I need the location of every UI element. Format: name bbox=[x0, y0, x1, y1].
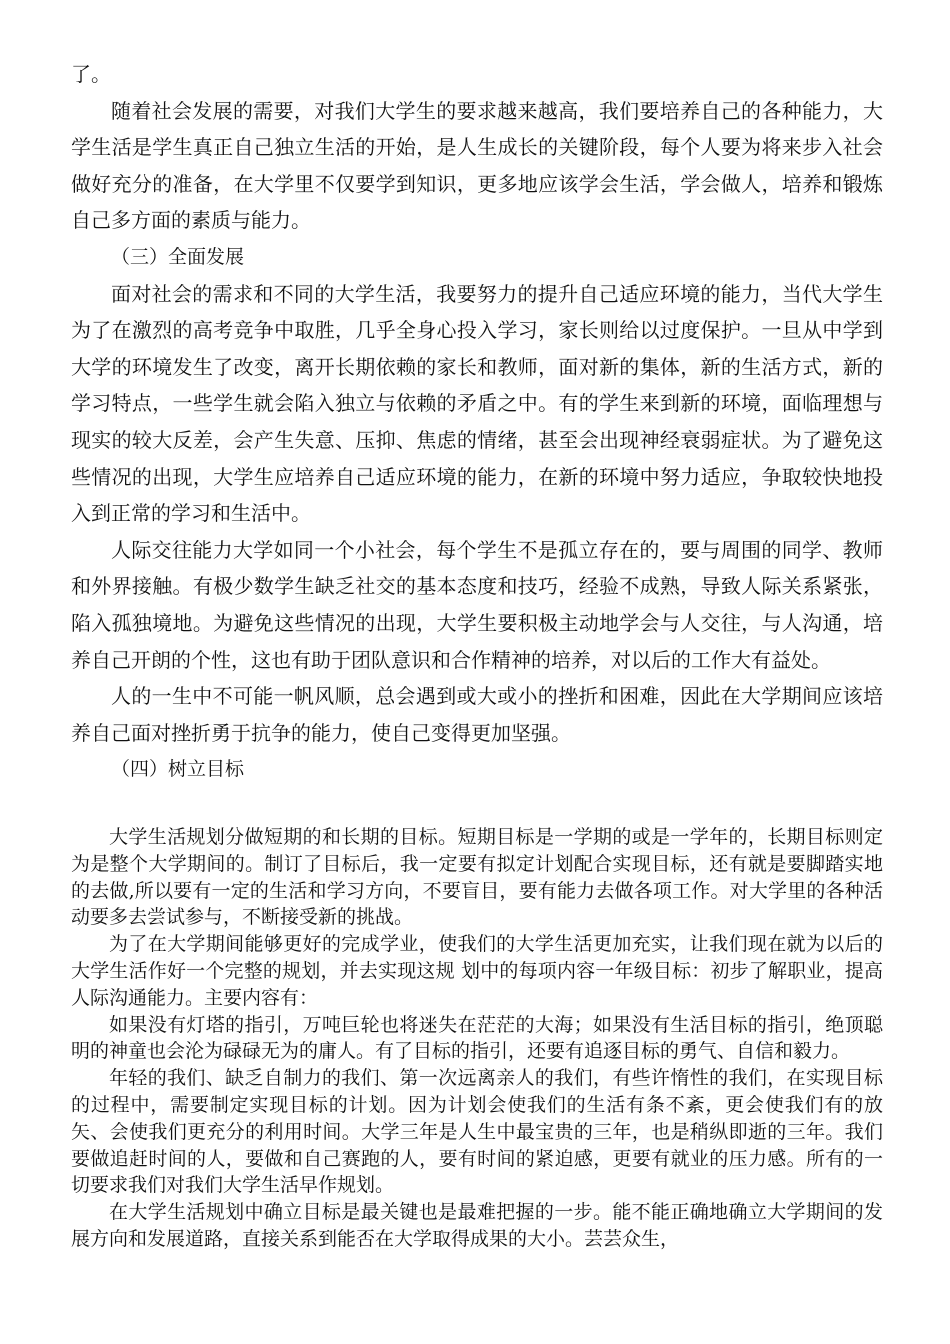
paragraph-first-year-plan: 为了在大学期间能够更好的完成学业，使我们的大学生活更加充实，让我们现在就为以后的大学生活作好一个完整的规划，并去实现这规 划中的每项内容一年级目标：初步了解职业，提高人际沟通能力。主要内容有： bbox=[71, 933, 883, 1009]
section-heading-set-goals: （四）树立目标 bbox=[111, 758, 245, 781]
paragraph-short-long-goals: 大学生活规划分做短期的和长期的目标。短期目标是一学期的或是一学年的，长期目标则定为是整个大学期间的。制订了目标后，我一定要有拟定计划配合实现目标，还有就是要脚踏实地的去做,所以要有一定的生活和学习方向，不要盲目，要有能力去做各项工作。对大学里的各种活动要多去尝试参与，不断接受新的挑战。 bbox=[71, 826, 883, 929]
paragraph-key-step: 在大学生活规划中确立目标是最关键也是最难把握的一步。能不能正确地确立大学期间的发展方向和发展道路，直接关系到能否在大学取得成果的大小。芸芸众生， bbox=[71, 1201, 883, 1250]
paragraph-continuation: 了。 bbox=[71, 62, 111, 86]
paragraph-interpersonal-skills: 人际交往能力大学如同一个小社会，每个学生不是孤立存在的，要与周围的同学、教师和外界接触。有极少数学生缺乏社交的基本态度和技巧，经验不成熟，导致人际关系紧张，陷入孤独境地。为避免这些情况的出现，大学生要积极主动地学会与人交往，与人沟通，培养自己开朗的个性，这也有助于团队意识和合作精神的培养，对以后的工作大有益处。 bbox=[71, 537, 883, 672]
paragraph-social-development: 随着社会发展的需要，对我们大学生的要求越来越高，我们要培养自己的各种能力，大学生活是学生真正自己独立生活的开始，是人生成长的关键阶段，每个人要为将来步入社会做好充分的准备，在大学里不仅要学到知识，更多地应该学会生活，学会做人，培养和锻炼自己多方面的素质与能力。 bbox=[71, 98, 883, 233]
paragraph-lighthouse: 如果没有灯塔的指引，万吨巨轮也将迷失在茫茫的大海；如果没有生活目标的指引，绝顶聪明的神童也会沦为碌碌无为的庸人。有了目标的指引，还要有追逐目标的勇气、自信和毅力。 bbox=[71, 1013, 883, 1063]
document-section-top bbox=[71, 56, 883, 788]
paragraph-setbacks: 人的一生中不可能一帆风顺，总会遇到或大或小的挫折和困难，因此在大学期间应该培养自己面对挫折勇于抗争的能力，使自己变得更加坚强。 bbox=[71, 684, 883, 745]
paragraph-adapt-environment: 面对社会的需求和不同的大学生活，我要努力的提升自己适应环境的能力，当代大学生为了在激烈的高考竞争中取胜，几乎全身心投入学习，家长则给以过度保护。一旦从中学到大学的环境发生了改变，离开长期依赖的家长和教师，面对新的集体，新的生活方式，新的学习特点，一些学生就会陷入独立与依赖的矛盾之中。有的学生来到新的环境，面临理想与现实的较大反差，会产生失意、压抑、焦虑的情绪，甚至会出现神经衰弱症状。为了避免这些情况的出现，大学生应培养自己适应环境的能力，在新的环境中努力适应，争取较快地投入到正常的学习和生活中。 bbox=[71, 281, 883, 526]
paragraph-young-us: 年轻的我们、缺乏自制力的我们、第一次远离亲人的我们，有些许惰性的我们，在实现目标的过程中，需要制定实现目标的计划。因为计划会使我们的生活有条不紊，更会使我们有的放矢、会使我们更充分的利用时间。大学三年是人生中最宝贵的三年，也是稍纵即逝的三年。我们要做追赶时间的人，要做和自己赛跑的人，要有时间的紧迫感，更要有就业的压力感。所有的一切要求我们对我们大学生活早作规划。 bbox=[71, 1067, 883, 1197]
document-section-bottom bbox=[71, 824, 883, 1253]
section-heading-comprehensive-development: （三）全面发展 bbox=[111, 245, 245, 268]
